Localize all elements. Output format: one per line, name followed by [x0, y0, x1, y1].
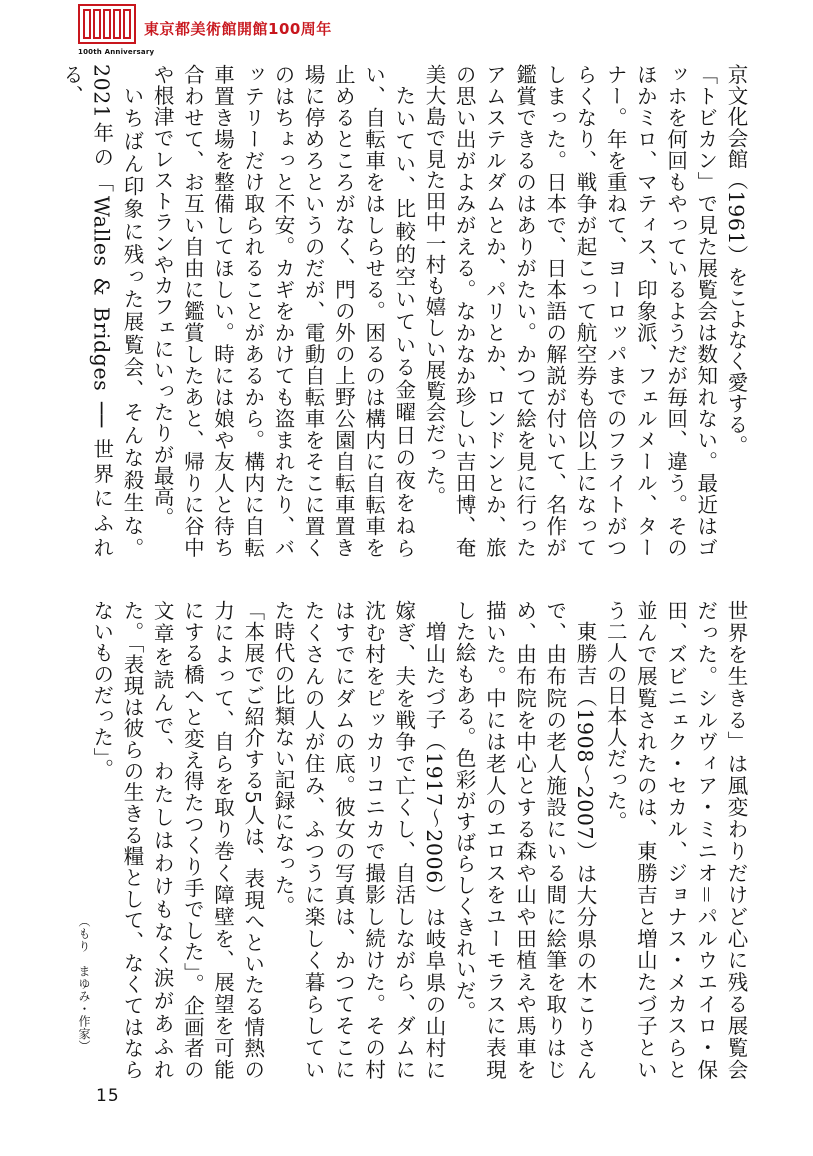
page-header: [78, 4, 378, 60]
essay-paragraph: たいてい、比較的空いている金曜日の夜をねらい、自転車をはしらせる。困るのは構内に自転車を止めるところがなく、門の外の上野公園自転車置き場に停めろというのだが、電動自転車をそこに置くのはちょっと不安。カギをかけても盗まれたり、バッテリーだけ取られることがあるから。構内に自転車置き場を整備してほしい。時には娘や友人と待ち合わせて、お互い自由に鑑賞したあと、帰りに谷中や根津でレストランやカフェにいったりが最高。: [150, 64, 416, 558]
page-number: 15: [96, 1086, 120, 1106]
anniversary-label: 100th Anniversary: [78, 48, 155, 56]
essay-paragraph: 京文化会館（1961）をこよなく愛する。: [724, 64, 748, 457]
essay-paragraph: 「トビカン」で見た展覧会は数知れない。最近はゴッホを何回もやっているようだが毎回、違う。そのほかミロ、マティス、印象派、フェルメール、ターナー。年を重ねて、ヨーロッパまでのフライトがつらくなり、戦争が起こって航空券も倍以上になってしまった。日本で、日本語の解説が付いて、名作が鑑賞できるのはありがたい。かつて絵を見に行ったアムステルダムとか、パリとか、ロンドンとか、旅の思い出がよみがえる。なかなか珍しい吉田博、奄美大島で見た田中一村も嬉しい展覧会だった。: [421, 64, 718, 558]
essay-paragraph: 「本展でご紹介する5人は、表現へといたる情熱の力によって、自らを取り巻く障壁を、展望を可能にする橋へと変え得たつくり手でした」。企画者の文章を読んで、わたしはわけもなく涙があふれた。「表現は彼らの生きる糧として、なくてはならないものだった」。: [89, 600, 265, 1080]
museum-logo-icon: [78, 4, 136, 44]
essay-paragraph: 世界を生きる」は風変わりだけど心に残る展覧会だった。シルヴィア・ミニオ＝パルウエイロ・保田、ズビニェク・セカル、ジョナス・メカスらと並んで展覧されたのは、東勝吉と増山たづ子という二人の日本人だった。: [603, 600, 748, 1080]
essay-lower-block: [51, 600, 751, 1080]
author-credit: （もり まゆみ・作家）: [77, 915, 91, 1053]
essay-paragraph: 東勝吉（1908〜2007）は大分県の木こりさんで、由布院の老人施設にいる間に絵筆を取りはじめ、由布院を中心とする森や山や田植えや馬車を描いた。中には老人のエロスをユーモラスに表現した絵もある。色彩がすばらしくきれいだ。: [452, 600, 597, 1080]
essay-paragraph: 増山たづ子（1917〜2006）は岐阜県の山村に嫁ぎ、夫を戦争で亡くし、自活しながら、ダムに沈む村をピッカリコニカで撮影し続けた。その村はすでにダムの底。彼女の写真は、かつてそこにたくさんの人が住み、ふつうに楽しく暮らしていた時代の比類ない記録になった。: [270, 600, 446, 1080]
essay-upper-block: [51, 64, 751, 558]
essay-paragraph: いちばん印象に残った展覧会、そんな殺生な。2021年の「Walles & Bridges ── 世界にふれる、: [59, 64, 144, 558]
header-title: 東京都美術館開館100周年: [144, 20, 332, 38]
